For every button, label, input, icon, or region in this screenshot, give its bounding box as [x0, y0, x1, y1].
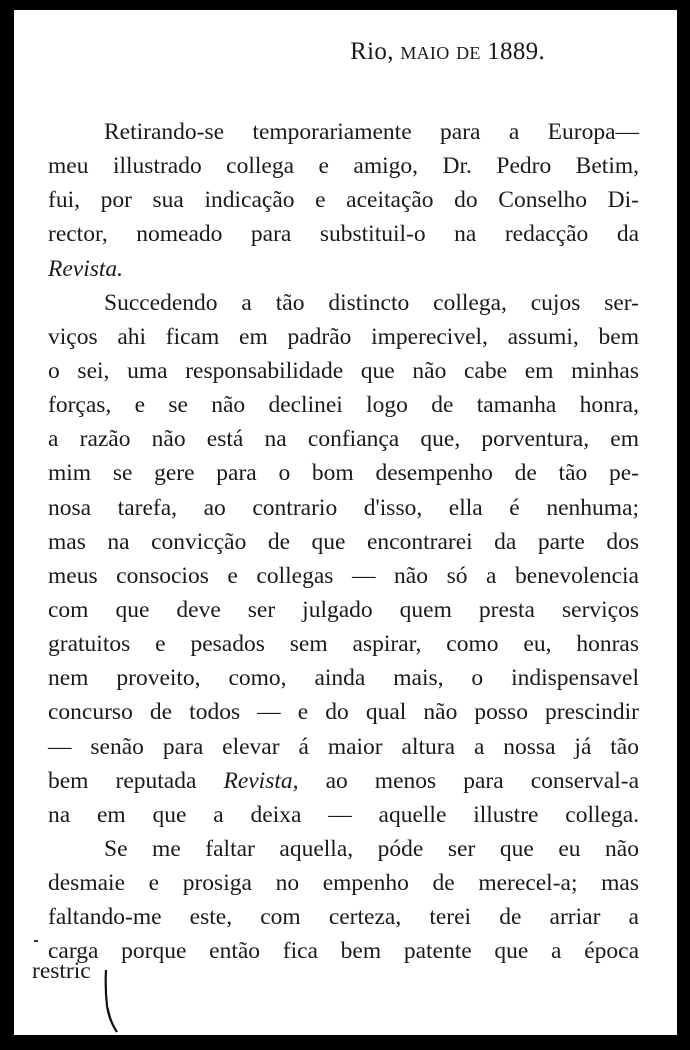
text-line: meus consocios e collegas — não só a benevolencia: [48, 562, 639, 589]
dateline-year: 1889.: [487, 38, 545, 65]
text-line: carga porque então fica bem patente que a época: [48, 938, 639, 965]
text-line: desmaie e prosiga no empenho de merecel-a; mas: [48, 870, 639, 897]
text-line: viços ahi ficam em padrão imperecivel, assumi, bem: [48, 323, 639, 350]
text-line: [48, 764, 639, 798]
text-fragment: ao menos para conserval-a: [298, 767, 639, 794]
text-line: faltando-me este, com certeza, terei de arriar a: [48, 904, 639, 931]
text-line: gratuitos e pesados sem aspirar, como eu, honras: [48, 631, 639, 658]
dateline-month: maio: [400, 38, 450, 65]
text-line: meu illustrado collega e amigo, Dr. Pedro Betim,: [48, 153, 639, 180]
text-line: nosa tarefa, ao contrario d'isso, ella é nenhuma;: [48, 494, 639, 521]
text-line: forças, e se não declinei logo de tamanha honra,: [48, 392, 639, 419]
letter-body: [48, 115, 639, 969]
text-line: fui, por sua indicação e aceitação do Conselho Di-: [48, 187, 639, 214]
text-line: Retirando-se temporariamente para a Europa—: [104, 119, 639, 145]
text-line: mim se gere para o bom desempenho de tão pe-: [48, 460, 639, 487]
text-line: mas na convicção de que encontrarei da parte dos: [48, 528, 639, 555]
text-line: nem proveito, como, ainda mais, o indispensavel: [48, 665, 639, 692]
text-line: o sei, uma responsabilidade que não cabe em minhas: [48, 357, 639, 384]
text-line: com que deve ser julgado quem presta serviços: [48, 596, 639, 623]
dateline: [350, 38, 545, 66]
text-fragment: bem reputada: [48, 767, 224, 794]
text-line: concurso de todos — e do qual não posso prescindir: [48, 699, 639, 726]
text-line: na em que a deixa — aquelle illustre collega.: [48, 801, 639, 828]
text-line: — senão para elevar á maior altura a nossa já tão: [48, 733, 639, 760]
text-line: [48, 252, 639, 286]
cut-off-line: restric: [32, 958, 91, 984]
text-line: Se me faltar aquella, póde ser que eu não: [104, 835, 639, 862]
text-line: rector, nomeado para substituil-o na redacção da: [48, 221, 639, 248]
pen-scratch-mark: [102, 968, 120, 1034]
text-line: Succedendo a tão distincto collega, cujos ser-: [104, 289, 639, 316]
scanned-page: [14, 10, 677, 1035]
dateline-city: Rio,: [350, 38, 394, 65]
italic-title: Revista,: [223, 767, 299, 794]
text-line: a razão não está na confiança que, porventura, em: [48, 426, 639, 453]
dateline-de: de: [456, 38, 481, 65]
italic-title: Revista.: [48, 255, 124, 282]
ink-speck: [34, 940, 38, 942]
